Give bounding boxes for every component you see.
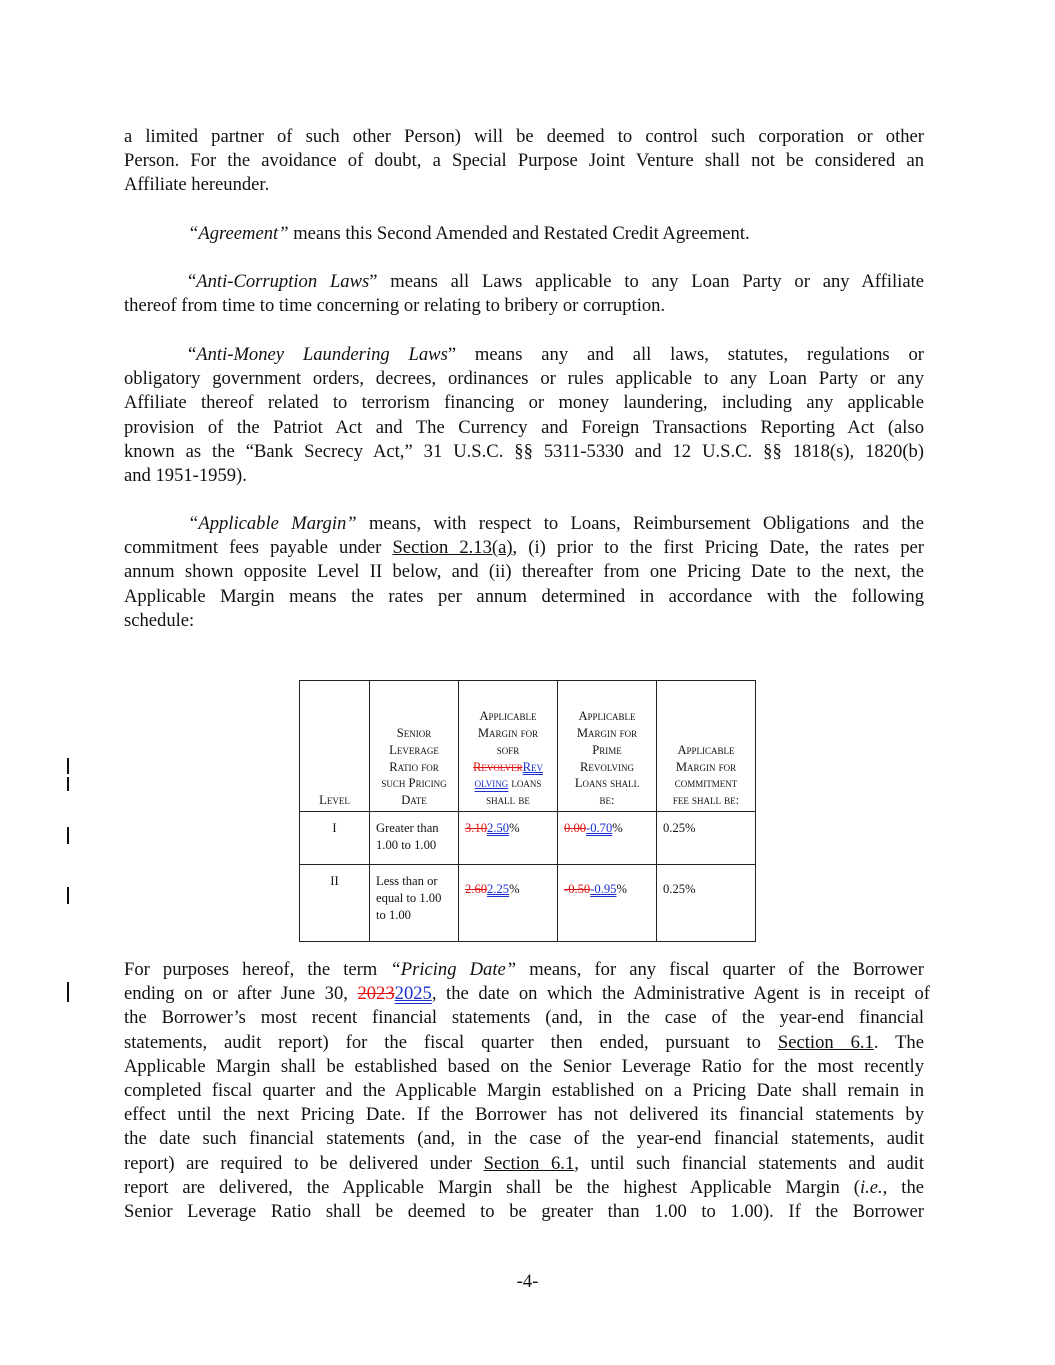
- text-span: the: [887, 1176, 924, 1198]
- text-line: a limited partner of such other Person) will be deemed to control such corporation or other: [124, 126, 924, 147]
- text-line: schedule:: [124, 609, 195, 631]
- header-senior-leverage-ratio: [370, 681, 459, 812]
- defined-term: “Applicable Margin”: [188, 513, 357, 534]
- cell-sofr-margin: [459, 812, 558, 865]
- text-line: provision of the Patriot Act and The Currency and Foreign Transactions Reporting Act (also: [124, 416, 924, 438]
- cell-level: I: [300, 812, 370, 865]
- text-line: Affiliate thereof related to terrorism financing or money laundering, including any applicable: [124, 392, 924, 414]
- text-line: [124, 512, 924, 536]
- text-line: the Borrower’s most recent financial statements (and, in the case of the year-end financial: [124, 1007, 924, 1029]
- text-line: obligatory government orders, decrees, ordinances or rules applicable to any Loan Party or any: [124, 368, 924, 390]
- percent-sign: %: [616, 882, 627, 896]
- defined-term: Anti-Corruption Laws: [196, 271, 370, 292]
- header-line: Ratio for: [389, 759, 439, 774]
- cell-fee-margin: 0.25%: [657, 812, 756, 865]
- header-line: such Pricing: [381, 776, 447, 791]
- text-line: [124, 958, 924, 982]
- table-row: [300, 865, 756, 942]
- header-line: commitment: [674, 776, 738, 791]
- inserted-text: 2025: [394, 983, 432, 1005]
- percent-sign: %: [509, 882, 520, 896]
- header-line: Date: [401, 793, 427, 808]
- definition-text: ” means all Laws applicable to any Loan Party or any Affiliate: [369, 271, 924, 292]
- header-line: Margin for: [675, 759, 737, 774]
- text-span: statements, audit report) for the fiscal quarter then ended, pursuant to: [124, 1031, 778, 1053]
- definition-agreement: [124, 222, 924, 246]
- header-line: Loans shall: [574, 776, 640, 791]
- page-number: -4-: [516, 1271, 539, 1292]
- text-line: [124, 270, 924, 294]
- header-line: loans: [511, 776, 542, 791]
- text-line: [124, 1031, 924, 1055]
- header-line: shall be: [486, 793, 530, 808]
- table-row: [300, 812, 756, 865]
- change-bar: [67, 777, 69, 791]
- definition-anti-corruption-laws: [124, 270, 924, 318]
- text-line: [124, 536, 924, 560]
- inserted-text: -0.70: [586, 821, 613, 835]
- text-line: [124, 1176, 924, 1200]
- text-span: . The: [873, 1031, 924, 1053]
- paragraph-pricing-date: [124, 958, 930, 1224]
- percent-sign: %: [509, 821, 520, 835]
- table-header-row: [300, 681, 756, 812]
- cell-prime-margin: [558, 865, 657, 942]
- text-line: effect until the next Pricing Date. If the Borrower has not delivered its financial statements by: [124, 1104, 924, 1126]
- text-line: and 1951-1959).: [124, 465, 247, 487]
- header-line: Applicable: [677, 742, 735, 757]
- paragraph-affiliate-continued: [124, 125, 924, 198]
- header-prime-margin: [558, 681, 657, 812]
- deleted-text: 2023: [357, 983, 395, 1005]
- cell-fee-margin: 0.25%: [657, 865, 756, 942]
- header-sofr-margin: [459, 681, 558, 812]
- text-span: , the date on which the Administrative Agent is in receipt of: [431, 983, 930, 1005]
- text-line: known as the “Bank Secrecy Act,” 31 U.S.C. §§ 5311-5330 and 12 U.S.C. §§ 1818(s), 1820(b): [124, 440, 924, 462]
- deleted-text: 2.60: [465, 882, 488, 896]
- cell-prime-margin: [558, 812, 657, 865]
- text-line: Affiliate hereunder.: [124, 174, 270, 196]
- text-span: report are delivered, the Applicable Margin shall be the highest Applicable Margin (: [124, 1176, 860, 1198]
- text-span: , (i) prior to the first Pricing Date, the rates per: [512, 537, 924, 559]
- text-span: means, for any fiscal quarter of the Borrower: [516, 959, 924, 980]
- text-line: thereof from time to time concerning or relating to bribery or corruption.: [124, 295, 666, 317]
- applicable-margin-schedule: [299, 680, 756, 942]
- cell-ratio: [370, 865, 459, 942]
- quote-mark: “: [188, 344, 197, 365]
- change-bar: [67, 887, 69, 904]
- definition-applicable-margin: [124, 512, 924, 633]
- header-line: Revolving: [579, 759, 635, 774]
- section-reference: Section 6.1: [483, 1152, 575, 1174]
- inserted-text: Rev: [522, 759, 543, 774]
- deleted-text: -0.50: [564, 882, 591, 896]
- text-span: report) are required to be delivered under: [124, 1152, 484, 1174]
- cell-line: Greater than: [376, 821, 439, 835]
- header-commitment-fee-margin: [657, 681, 756, 812]
- percent-sign: %: [612, 821, 623, 835]
- cell-level: II: [300, 865, 370, 942]
- definition-anti-money-laundering-laws: [124, 343, 924, 488]
- header-line: fee shall be:: [672, 793, 740, 808]
- text-line: annum shown opposite Level II below, and (ii) thereafter from one Pricing Date to the next, the: [124, 561, 924, 583]
- text-line: completed fiscal quarter and the Applicable Margin established on a Pricing Date shall remain in: [124, 1080, 924, 1102]
- text-line: Senior Leverage Ratio shall be deemed to be greater than 1.00 to 1.00). If the Borrower: [124, 1201, 924, 1223]
- change-bar: [67, 982, 69, 1002]
- cell-line: Less than or: [376, 874, 438, 888]
- italic-text: i.e.,: [859, 1176, 888, 1198]
- text-line: Person. For the avoidance of doubt, a Special Purpose Joint Venture shall not be considered an: [124, 150, 924, 172]
- header-line: Margin for: [576, 726, 638, 741]
- cell-ratio: [370, 812, 459, 865]
- header-line: Applicable: [479, 709, 537, 724]
- text-span: commitment fees payable under: [124, 537, 393, 559]
- header-line: Senior: [396, 726, 432, 741]
- definition-text: ” means any and all laws, statutes, regulations or: [447, 344, 924, 365]
- definition-text: means, with respect to Loans, Reimbursement Obligations and the: [356, 513, 924, 534]
- inserted-text: 2.25: [487, 882, 510, 896]
- header-level: [300, 681, 370, 812]
- defined-term: Anti-Money Laundering Laws: [196, 344, 448, 365]
- cell-line: equal to 1.00: [376, 890, 442, 905]
- defined-term: “Agreement”: [188, 223, 289, 244]
- change-bar: [67, 827, 69, 844]
- defined-term: “Pricing Date”: [390, 959, 517, 980]
- text-line: Applicable Margin shall be established based on the Senior Leverage Ratio for the most recently: [124, 1055, 924, 1077]
- text-line: [124, 222, 924, 246]
- quote-mark: “: [188, 271, 197, 292]
- inserted-text: 2.50: [487, 821, 510, 835]
- text-line: Applicable Margin means the rates per annum determined in accordance with the following: [124, 585, 924, 607]
- inserted-text: -0.95: [590, 882, 617, 896]
- cell-line: to 1.00: [376, 907, 411, 922]
- header-line: Prime: [592, 742, 622, 757]
- definition-text: means this Second Amended and Restated Credit Agreement.: [288, 223, 750, 244]
- text-line: [124, 343, 924, 367]
- deleted-text: 3.10: [465, 821, 488, 835]
- header-line: be:: [599, 793, 615, 808]
- cell-line: 1.00 to 1.00: [376, 837, 437, 852]
- text-span: , until such financial statements and audit: [574, 1152, 924, 1174]
- header-line: sofr: [496, 742, 520, 757]
- section-reference: Section 6.1: [777, 1031, 874, 1053]
- text-line: the date such financial statements (and, in the case of the year-end financial statements, audit: [124, 1128, 924, 1150]
- cell-sofr-margin: [459, 865, 558, 942]
- text-line: [124, 1152, 924, 1176]
- change-bar: [67, 758, 69, 774]
- deleted-text: Revolver: [473, 759, 523, 774]
- header-line: Applicable: [578, 709, 636, 724]
- inserted-text: olving: [474, 776, 509, 791]
- text-span: For purposes hereof, the term: [124, 959, 391, 980]
- header-line: Leverage: [389, 742, 439, 757]
- text-span: ending on or after June 30,: [124, 983, 358, 1005]
- header-label: Level: [319, 793, 350, 808]
- text-line: [124, 982, 930, 1006]
- deleted-text: 0.00: [564, 821, 587, 835]
- header-line: Margin for: [477, 726, 539, 741]
- section-reference: Section 2.13(a): [392, 537, 513, 559]
